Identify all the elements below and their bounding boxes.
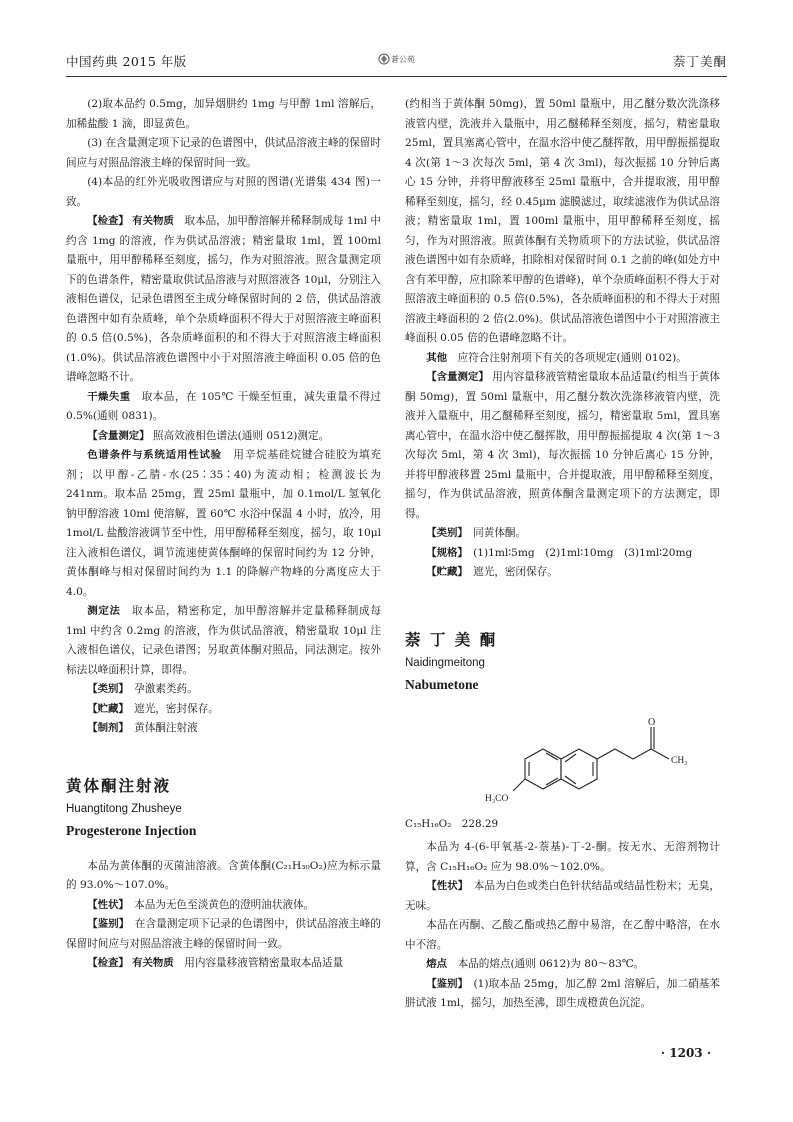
section-tag: 【鉴别】 xyxy=(426,977,463,990)
section-tag: 【性状】 xyxy=(426,880,464,892)
section-text: 在含量测定项下记录的色谱图中，供试品溶液主峰的保留时间应与对照品溶液主峰的保留时间一致。 xyxy=(66,918,382,950)
section-text: 孕激素类药。 xyxy=(134,683,198,695)
section-text: 遮光，密封保存。 xyxy=(134,702,219,715)
category-section xyxy=(405,524,720,544)
section-text: 本品为白色或类白色针状结晶或结晶性粉末；无臭，无味。 xyxy=(405,880,721,912)
left-column xyxy=(66,95,381,974)
section-tag: 【贮藏】 xyxy=(426,566,463,578)
book-title: 中国药典 2015 年版 xyxy=(66,54,187,69)
section-text: 取本品，在 105℃ 干燥至恒重，减失重量不得过 0.5%(通则 0831)。 xyxy=(66,390,381,422)
page-number: · 1203 · xyxy=(660,1046,711,1060)
description-section xyxy=(405,877,720,916)
subsection-title: 测定法 xyxy=(87,605,121,617)
monograph-title-zh: 萘 丁 美 酮 xyxy=(405,630,498,649)
monograph-running-title: 萘丁美酮 xyxy=(672,54,727,69)
section-text: 用内容量移液管精密量取本品适量 xyxy=(184,957,344,969)
section-tag: 【类别】 xyxy=(426,527,463,539)
paragraph: (2)取本品约 0.5mg，加异烟肼约 1mg 与甲醇 1ml 溶解后，加稀盐酸 1 滴，即显黄色。 xyxy=(66,98,381,130)
nabumetone-structure xyxy=(405,697,720,815)
section-tag: 【含量测定】 xyxy=(87,429,150,442)
section-tag: 【贮藏】 xyxy=(87,702,124,715)
identification-section xyxy=(66,915,381,954)
right-column xyxy=(405,95,720,1014)
publisher-logo xyxy=(376,50,420,70)
assay-section xyxy=(405,368,720,524)
inspection-section xyxy=(66,212,381,388)
section-text: 用内容量移液管精密量取本品适量(约相当于黄体酮 50mg)，置 50ml 量瓶中，用乙醚分数次洗涤移液管内壁，洗液并入量瓶中，用乙醚稀释至刻度，摇匀，精密量取 5ml，置具塞离心管中，在温水浴中使乙醚挥散，用甲醇振摇提取 4 次(第 1～3 次每次 5ml，第 4 次 3ml)，每次振摇 10 分钟后离心 15 分钟，并将甲醇液移置 25ml 量瓶中，合并提取液，用甲醇稀释至刻度，摇匀，作为供试品溶液，照黄体酮含量测定项下的方法测定，即得。 xyxy=(405,371,720,520)
section-text: 本品的熔点(通则 0612)为 80～83℃。 xyxy=(457,958,645,970)
subsection-title: 色谱条件与系统适用性试验 xyxy=(87,449,222,461)
melting-point xyxy=(405,955,720,975)
section-text: 同黄体酮。 xyxy=(473,527,527,539)
section-text: (1)取本品 25mg，加乙醇 2ml 溶解后，加二硝基苯肼试液 1ml，摇匀，加热至沸，即生成橙黄色沉淀。 xyxy=(405,977,721,1009)
section-text: 遮光，密闭保存。 xyxy=(473,566,558,578)
monograph-title-en: Progesterone Injection xyxy=(66,822,197,838)
paragraph: (约相当于黄体酮 50mg)，置 50ml 量瓶中，用乙醚分数次洗涤移液管内壁，洗液并入量瓶中，用乙醚稀释至刻度，摇匀，精密量取 25ml，置具塞离心管中，在温水浴中使乙醚挥散，用甲醇振摇提取 4 次(第 1～3 次每次 5ml，第 4 次 3ml)，每次振摇 10 分钟后离心 15 分钟，并将甲醇液移至 25ml 量瓶中，合并提取液，用甲醇稀释至刻度，摇匀，经 0.45μm 滤膜滤过，取续滤液作为供试品溶液；精密量取 1ml，置 100ml 量瓶中，用甲醇稀释至刻度，摇匀，作为对照溶液。照黄体酮有关物质项下的方法试验，供试品溶液色谱图中如有杂质峰，扣除相对保留时间 0.1 之前的峰(如处方中含有苯甲醇，应扣除苯甲醇的色谱峰)，单个杂质峰面积不得大于对照溶液主峰面积的 0.5 倍(0.5%)，各杂质峰面积的和不得大于对照溶液主峰面积的 2 倍(2.0%)。供试品溶液色谱图中小于对照溶液主峰面积 0.05 倍的色谱峰忽略不计。 xyxy=(405,98,720,344)
structural-formula xyxy=(405,697,720,815)
subsection-title: 干燥失重 xyxy=(87,390,131,403)
subsection-title: 熔点 xyxy=(426,958,447,970)
subsection-title: 有关物质 xyxy=(132,215,174,227)
section-tag: 【检查】 xyxy=(87,215,129,227)
section-text: 照高效液相色谱法(通则 0512)测定。 xyxy=(152,429,330,442)
inspection-section xyxy=(66,954,381,974)
paragraph: 本品在丙酮、乙酸乙酯或热乙醇中易溶，在乙醇中略溶，在水中不溶。 xyxy=(405,919,720,951)
chromatographic-conditions xyxy=(66,446,381,602)
identification-section xyxy=(405,975,720,1014)
section-tag: 【鉴别】 xyxy=(87,918,125,930)
oxygen-label: O xyxy=(648,716,656,728)
section-text: 应符合注射剂项下有关的各项规定(通则 0102)。 xyxy=(457,351,687,364)
paragraph: (4)本品的红外光吸收图谱应与对照的图谱(光谱集 434 图)一致。 xyxy=(66,176,381,208)
section-tag: 【类别】 xyxy=(87,683,124,695)
section-tag: 【检查】 xyxy=(87,957,129,969)
methyl-label: CH₃ xyxy=(671,755,688,766)
section-text: (1)1ml∶5mg (2)1ml∶10mg (3)1ml∶20mg xyxy=(473,546,693,559)
procedure xyxy=(66,602,381,680)
monograph-title-pinyin: Huangtitong Zhusheye xyxy=(66,802,182,815)
section-text: 用辛烷基硅烷键合硅胶为填充剂；以甲醇-乙腈-水(25∶35∶40)为流动相；检测波长为 241nm。取本品 25mg，置 25ml 量瓶中，加 0.1mol/L 氢氧化钠甲醇溶液 10ml 使溶解，置 60℃ 水浴中保温 4 小时，放冷，用 1mol/L 盐酸溶液调节至中性，用甲醇稀释至刻度，摇匀，取 10μl 注入液相色谱仪，调节流速使黄体酮峰的保留时间约为 12 分钟，黄体酮峰与相对保留时间约为 1.1 的降解产物峰的分离度应大于 4.0。 xyxy=(66,449,382,598)
section-text: 取本品，加甲醇溶解并稀释制成每 1ml 中约含 1mg 的溶液，作为供试品溶液；精密量取 1ml，置 100ml 量瓶中，用甲醇稀释至刻度，摇匀，作为对照溶液。照含量测定项下的色谱条件，精密量取供试品溶液与对照溶液各 10μl，分别注入液相色谱仪，记录色谱图至主成分峰保留时间的 2 倍，供试品溶液色谱图中如有杂质峰，单个杂质峰面积不得大于对照溶液主峰面积的 0.5 倍(0.5%)，各杂质峰面积的和不得大于对照溶液主峰面积(1.0%)。供试品溶液色谱图中小于对照溶液主峰面积 0.05 倍的色谱峰忽略不计。 xyxy=(66,215,382,383)
paragraph: 本品为黄体酮的灭菌油溶液。含黄体酮(C₂₁H₃₀O₂)应为标示量的 93.0%～107.0%。 xyxy=(66,859,381,891)
specification-section xyxy=(405,544,720,564)
header-divider xyxy=(66,76,727,77)
methoxy-label: H₃CO xyxy=(485,793,509,804)
preparations-section xyxy=(66,719,381,739)
section-text: 取本品，精密称定，加甲醇溶解并定量稀释制成每 1ml 中约含 0.2mg 的溶液，作为供试品溶液，精密量取 10μl 注入液相色谱仪，记录色谱图；另取黄体酮对照品，同法测定。按外标法以峰面积计算，即得。 xyxy=(66,605,382,676)
page-header xyxy=(66,50,727,72)
loss-on-drying xyxy=(66,388,381,427)
monograph-title-pinyin: Naidingmeitong xyxy=(405,656,485,669)
section-text: 黄体酮注射液 xyxy=(134,722,198,734)
monograph-title-en: Nabumetone xyxy=(405,676,479,692)
molecular-formula: C₁₅H₁₆O₂ 228.29 xyxy=(405,817,499,830)
storage-section xyxy=(405,563,720,583)
subsection-title: 其他 xyxy=(426,351,447,364)
section-tag: 【性状】 xyxy=(87,898,124,911)
section-tag: 【含量测定】 xyxy=(426,371,489,383)
storage-section xyxy=(66,700,381,720)
subsection-title: 有关物质 xyxy=(132,957,174,969)
section-tag: 【规格】 xyxy=(426,546,463,559)
section-text: 本品为无色至淡黄色的澄明油状液体。 xyxy=(134,898,315,911)
section-tag: 【制剂】 xyxy=(87,722,124,734)
monograph-title-zh: 黄体酮注射液 xyxy=(66,776,172,795)
other-section xyxy=(405,349,720,369)
category-section xyxy=(66,680,381,700)
description-section xyxy=(66,896,381,916)
assay-section xyxy=(66,427,381,447)
paragraph: (3) 在含量测定项下记录的色谱图中，供试品溶液主峰的保留时间应与对照品溶液主峰的保留时间一致。 xyxy=(66,137,381,169)
paragraph: 本品为 4-(6-甲氧基-2-萘基)-丁-2-酮。按无水、无溶剂物计算，含 C₁₅H₁₆O₂ 应为 98.0%～102.0%。 xyxy=(405,841,720,873)
svg-text:蒼公苑: 蒼公苑 xyxy=(391,55,415,64)
